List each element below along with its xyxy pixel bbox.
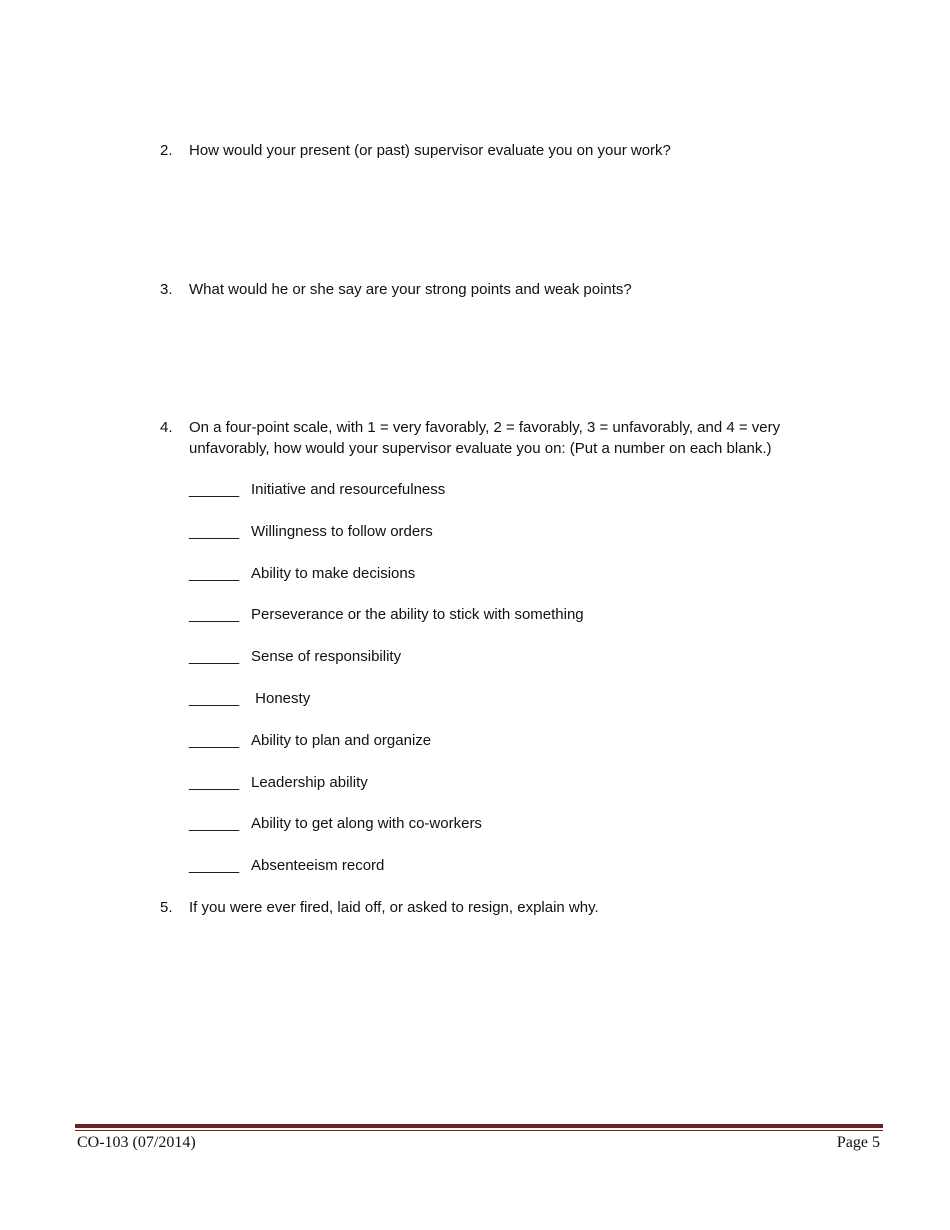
question-text: If you were ever fired, laid off, or asked to resign, explain why. [189,899,599,916]
footer-divider-thin [75,1130,883,1131]
question-number: 2. [160,142,173,159]
rating-label: Willingness to follow orders [251,522,433,540]
question-text: On a four-point scale, with 1 = very favorably, 2 = favorably, 3 = unfavorably, and 4 = very unfavorably, how would your supervisor evaluate you on: (Put a number on each blank.) [189,419,781,457]
rating-blank[interactable]: ______ [189,857,240,875]
question-number: 3. [160,281,173,298]
rating-label: Ability to get along with co-workers [251,815,482,833]
form-id: CO-103 (07/2014) [77,1134,196,1151]
rating-item [189,855,809,897]
rating-label: Ability to make decisions [251,564,416,582]
question-5 [160,897,820,918]
rating-label: Initiative and resourcefulness [251,481,446,498]
question-3 [160,279,820,300]
rating-item [189,479,809,521]
question-2 [160,140,820,161]
rating-blank[interactable]: ______ [189,648,240,666]
rating-label: Sense of responsibility [251,648,402,666]
page-number: Page 5 [836,1134,880,1151]
rating-label: Ability to plan and organize [251,731,432,749]
rating-item [189,646,809,688]
rating-list [189,479,809,897]
rating-label: Absenteeism record [251,857,385,875]
rating-item [189,604,809,646]
rating-blank[interactable]: ______ [189,815,240,833]
rating-blank[interactable]: ______ [189,522,240,540]
rating-blank[interactable]: ______ [189,731,240,749]
rating-item [189,813,809,855]
question-number: 4. [160,419,173,436]
rating-blank[interactable]: ______ [189,689,240,707]
footer-divider [75,1124,883,1128]
rating-item [189,521,809,563]
rating-label: Honesty [251,689,311,707]
rating-blank[interactable]: ______ [189,481,240,498]
rating-item [189,688,809,730]
rating-item [189,730,809,772]
rating-blank[interactable]: ______ [189,606,240,624]
rating-label: Leadership ability [251,773,368,791]
rating-label: Perseverance or the ability to stick with something [251,606,584,624]
rating-blank[interactable]: ______ [189,773,240,791]
question-4 [160,417,820,459]
rating-blank[interactable]: ______ [189,564,240,582]
rating-item [189,772,809,814]
question-number: 5. [160,899,173,916]
question-text: What would he or she say are your strong points and weak points? [189,281,632,298]
question-text: How would your present (or past) supervisor evaluate you on your work? [189,142,671,159]
rating-item [189,563,809,605]
